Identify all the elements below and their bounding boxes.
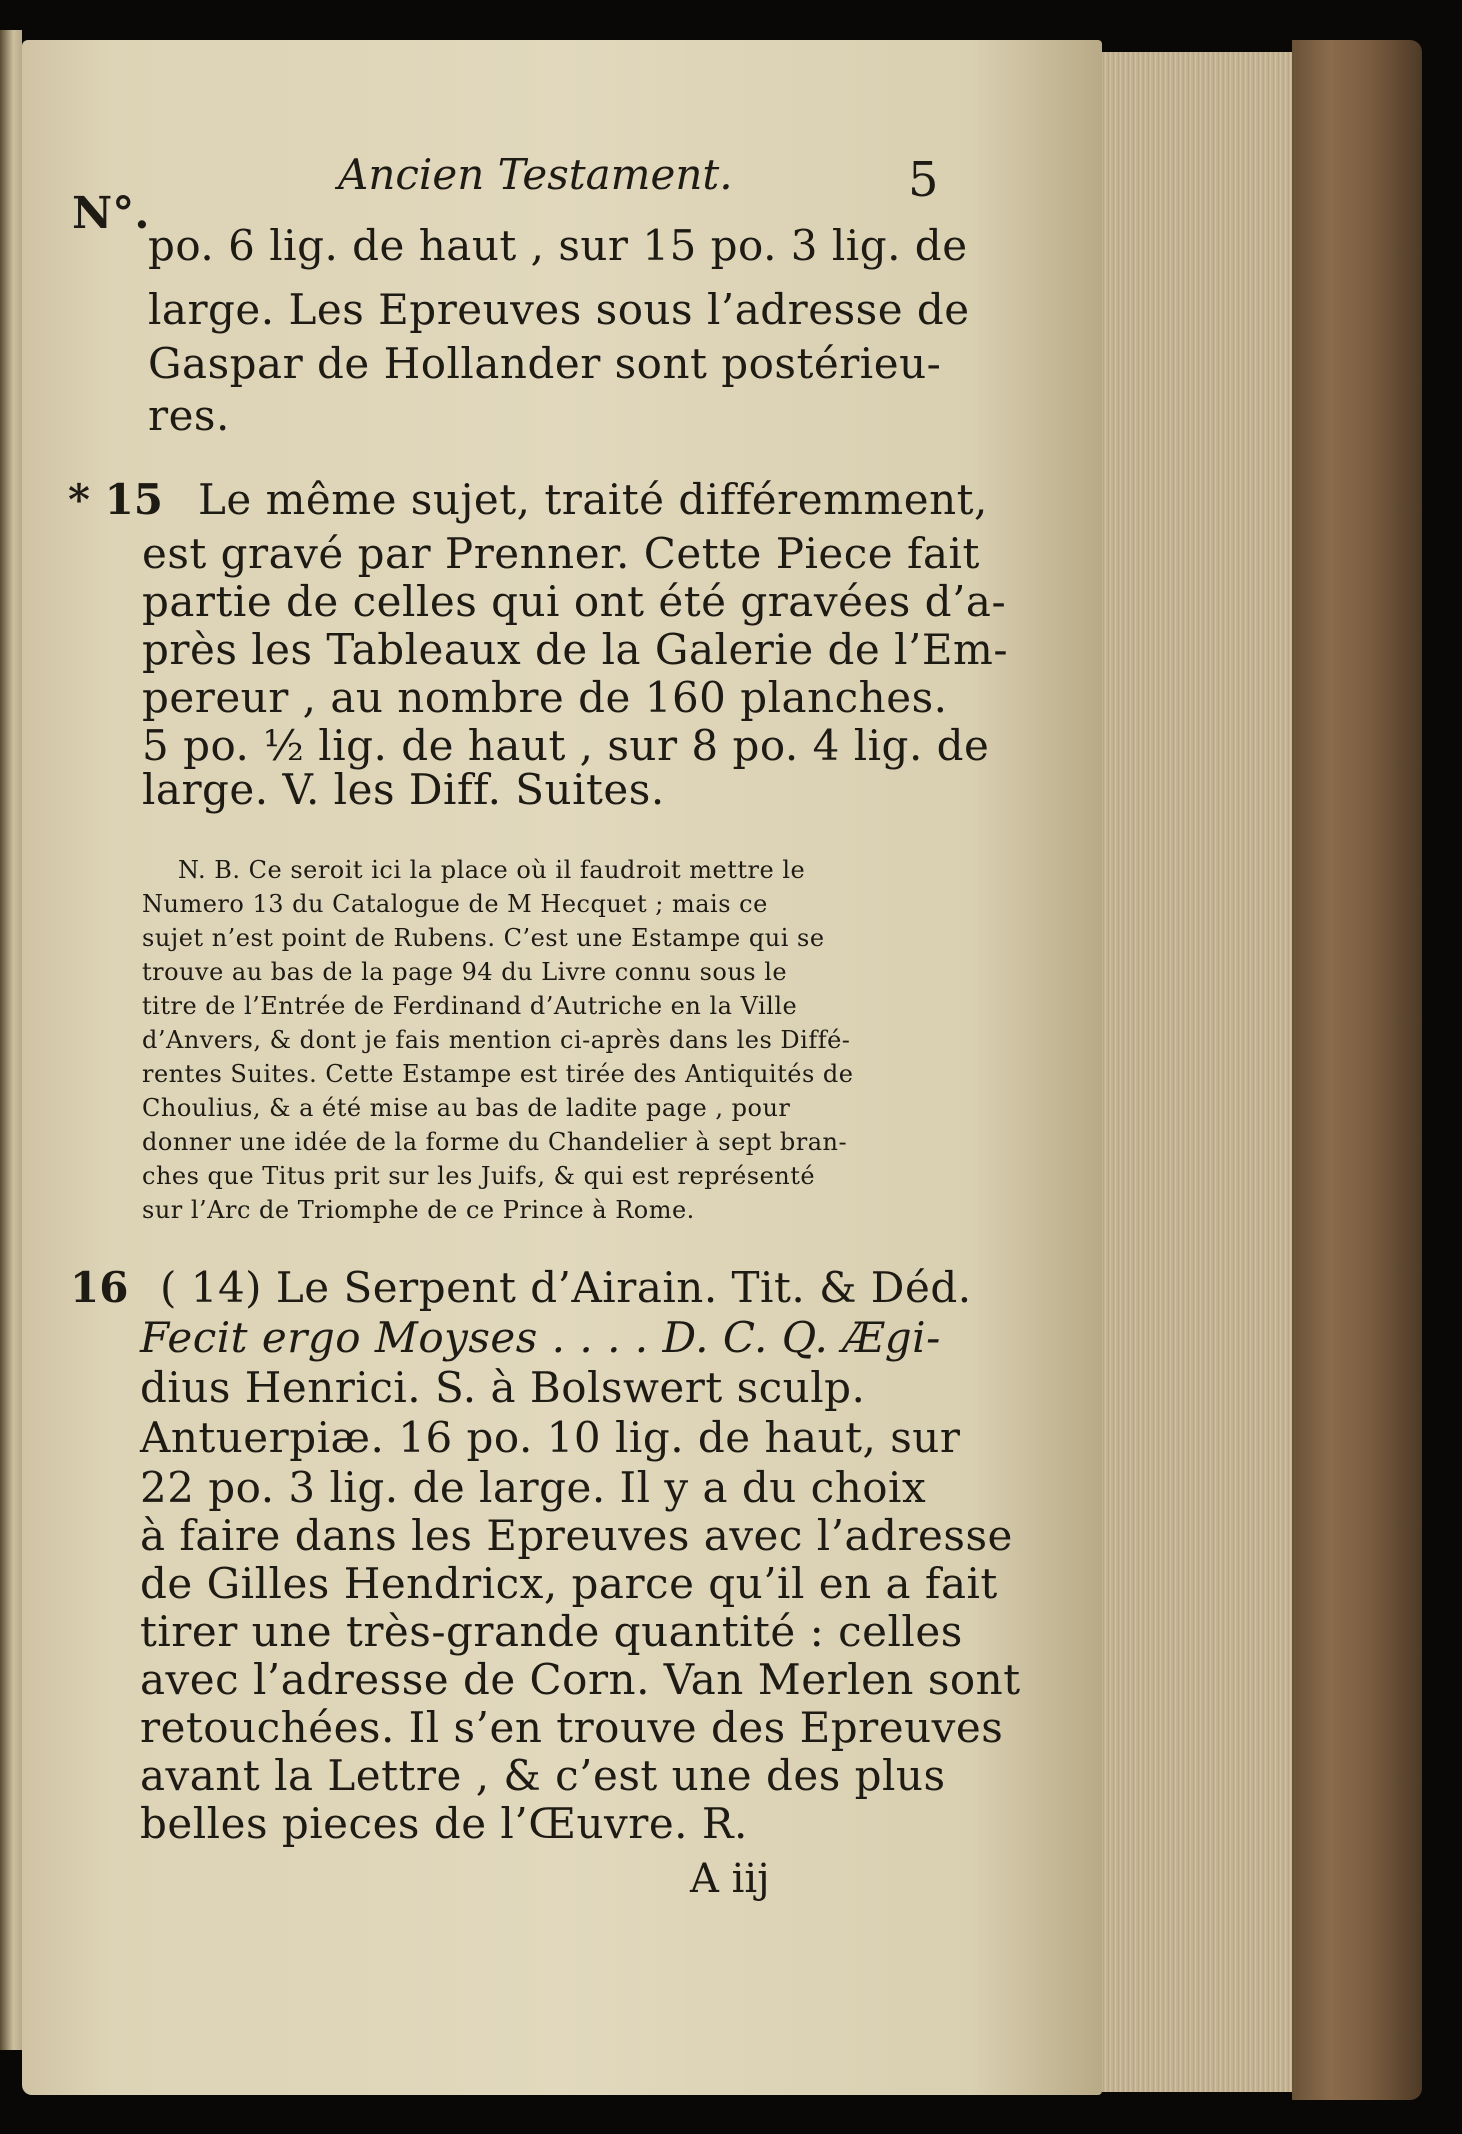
entry16-line-4: Antuerpiæ. 16 po. 10 lig. de haut, sur xyxy=(140,1413,961,1462)
para1-line-2: large. Les Epreuves sous l’adresse de xyxy=(148,285,970,334)
note-line-7: rentes Suites. Cette Estampe est tirée des Antiquités de xyxy=(142,1060,854,1088)
entry16-line-10: retouchées. Il s’en trouve des Epreuves xyxy=(140,1703,1004,1752)
entry16-line-3: dius Henrici. S. à Bolswert sculp. xyxy=(140,1363,866,1412)
note-line-8: Choulius, & a été mise au bas de ladite page , pour xyxy=(142,1094,791,1122)
note-line-3: sujet n’est point de Rubens. C’est une Estampe qui se xyxy=(142,924,825,952)
note-line-5: titre de l’Entrée de Ferdinand d’Autriche en la Ville xyxy=(142,992,798,1020)
column-label: N°. xyxy=(72,188,150,239)
page-number: 5 xyxy=(908,152,939,208)
note-line-6: d’Anvers, & dont je fais mention ci-après dans les Diffé- xyxy=(142,1026,851,1054)
entry16-line-6: à faire dans les Epreuves avec l’adresse xyxy=(140,1511,1013,1560)
note-line-4: trouve au bas de la page 94 du Livre connu sous le xyxy=(142,958,788,986)
note-line-10: ches que Titus prit sur les Juifs, & qui est représenté xyxy=(142,1162,816,1190)
previous-leaf-edge xyxy=(0,30,22,2050)
entry15-line-1: Le même sujet, traité différemment, xyxy=(198,475,988,524)
entry16-line-2: Fecit ergo Moyses . . . . D. C. Q. Ægi- xyxy=(140,1313,941,1362)
note-line-9: donner une idée de la forme du Chandelier à sept bran- xyxy=(142,1128,848,1156)
para1-line-4: res. xyxy=(148,391,230,440)
book-cover xyxy=(1292,40,1422,2100)
entry16-line-7: de Gilles Hendricx, parce qu’il en a fait xyxy=(140,1559,998,1608)
note-line-2: Numero 13 du Catalogue de M Hecquet ; mais ce xyxy=(142,890,768,918)
entry15-line-5: pereur , au nombre de 160 planches. xyxy=(142,673,948,722)
entry15-line-7: large. V. les Diff. Suites. xyxy=(142,765,665,814)
entry16-line-5: 22 po. 3 lig. de large. Il y a du choix xyxy=(140,1463,927,1512)
entry-15-marker: * 15 xyxy=(68,475,164,524)
note-line-1: N. B. Ce seroit ici la place où il faudroit mettre le xyxy=(178,856,806,884)
running-title: Ancien Testament. xyxy=(338,150,733,199)
note-line-11: sur l’Arc de Triomphe de ce Prince à Rome. xyxy=(142,1196,695,1224)
entry15-line-3: partie de celles qui ont été gravées d’a- xyxy=(142,577,1007,626)
entry-16-marker: 16 xyxy=(70,1263,129,1312)
entry15-line-2: est gravé par Prenner. Cette Piece fait xyxy=(142,529,980,578)
entry16-line-8: tirer une très-grande quantité : celles xyxy=(140,1607,963,1656)
entry16-line-1: ( 14) Le Serpent d’Airain. Tit. & Déd. xyxy=(160,1263,972,1312)
signature-mark: A iij xyxy=(690,1856,770,1902)
para1-line-3: Gaspar de Hollander sont postérieu- xyxy=(148,339,942,388)
page-edges xyxy=(1102,52,1302,2092)
entry16-line-9: avec l’adresse de Corn. Van Merlen sont xyxy=(140,1655,1021,1704)
entry16-line-12: belles pieces de l’Œuvre. R. xyxy=(140,1799,748,1848)
para1-line-1: po. 6 lig. de haut , sur 15 po. 3 lig. de xyxy=(148,221,968,270)
entry15-line-4: près les Tableaux de la Galerie de l’Em- xyxy=(142,625,1009,674)
entry15-line-6: 5 po. ½ lig. de haut , sur 8 po. 4 lig. de xyxy=(142,721,990,770)
entry16-line-11: avant la Lettre , & c’est une des plus xyxy=(140,1751,946,1800)
